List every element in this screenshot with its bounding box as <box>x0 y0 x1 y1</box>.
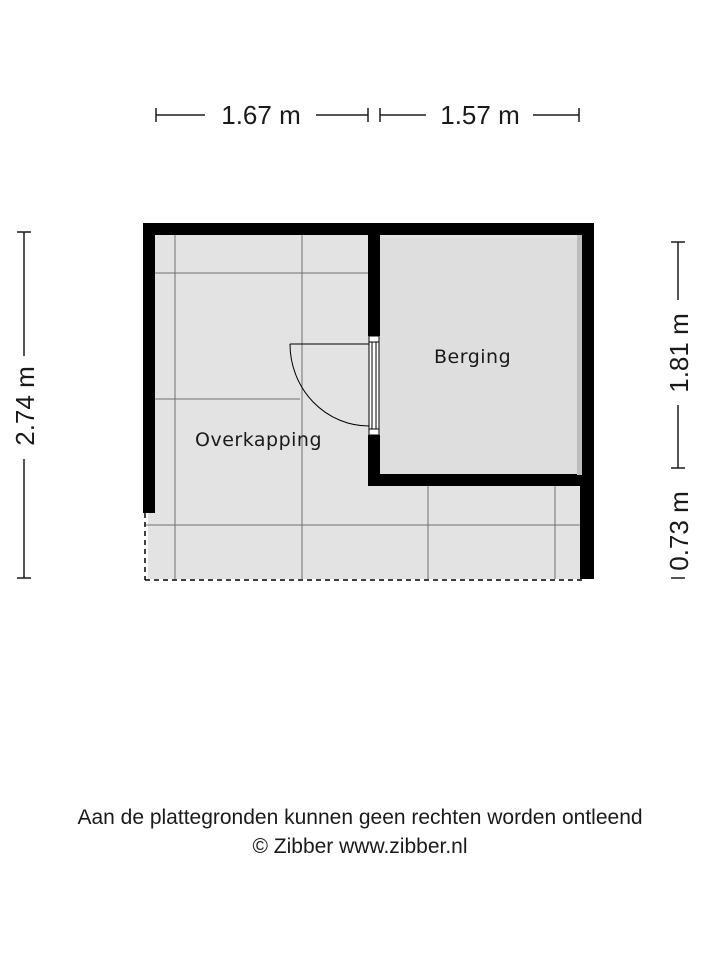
wall-berging-bottom <box>368 474 594 486</box>
wall-berging-left-upper <box>368 223 380 336</box>
dimension-top-left <box>156 100 368 130</box>
dimension-label-right-lower: 0.73 m <box>664 491 694 571</box>
dimension-left <box>10 232 40 578</box>
door-frame <box>369 336 379 435</box>
dimension-right-lower <box>664 491 694 578</box>
wall-right-outer <box>580 223 594 579</box>
wall-left <box>143 223 155 513</box>
wall-berging-right-inner <box>577 235 582 475</box>
footer-disclaimer: Aan de plattegronden kunnen geen rechten worden ontleend <box>77 806 643 829</box>
dimension-label-top-left: 1.67 m <box>221 100 301 130</box>
dimension-label-right-upper: 1.81 m <box>664 313 694 393</box>
dimension-right-upper <box>664 242 694 468</box>
room-label-berging: Berging <box>434 346 512 368</box>
footer-copyright: © Zibber www.zibber.nl <box>252 835 468 858</box>
dimension-label-left: 2.74 m <box>10 366 40 446</box>
room-label-overkapping: Overkapping <box>195 429 323 451</box>
dimension-label-top-right: 1.57 m <box>440 100 520 130</box>
dimension-top-right <box>380 100 579 130</box>
